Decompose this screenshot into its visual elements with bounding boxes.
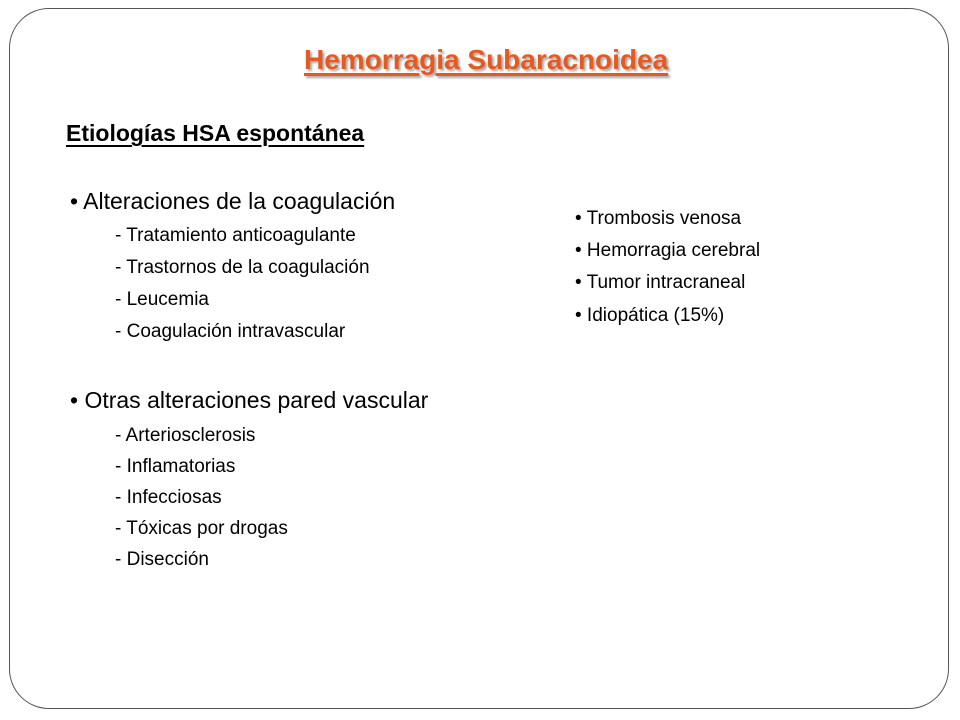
list-item: - Inflamatorias <box>115 456 236 477</box>
right-list-item: • Trombosis venosa <box>575 208 742 229</box>
list-item: - Arteriosclerosis <box>115 425 256 446</box>
list-item: - Disección <box>115 549 209 570</box>
bullet-vascular-heading: • Otras alteraciones pared vascular <box>70 387 429 413</box>
list-item: - Coagulación intravascular <box>115 321 346 342</box>
list-item: - Tratamiento anticoagulante <box>115 225 356 246</box>
slide-frame <box>9 8 949 709</box>
right-list-item: • Tumor intracraneal <box>575 272 746 293</box>
list-item: - Leucemia <box>115 289 209 310</box>
right-list-item: • Hemorragia cerebral <box>575 240 761 261</box>
list-item: - Trastornos de la coagulación <box>115 257 370 278</box>
list-item: - Tóxicas por drogas <box>115 518 288 539</box>
slide-subtitle: Etiologías HSA espontánea <box>66 120 365 146</box>
slide-title: Hemorragia Subaracnoidea <box>304 44 669 75</box>
list-item: - Infecciosas <box>115 487 222 508</box>
bullet-coagulation-heading: • Alteraciones de la coagulación <box>70 188 396 214</box>
right-list-item: • Idiopática (15%) <box>575 305 725 326</box>
